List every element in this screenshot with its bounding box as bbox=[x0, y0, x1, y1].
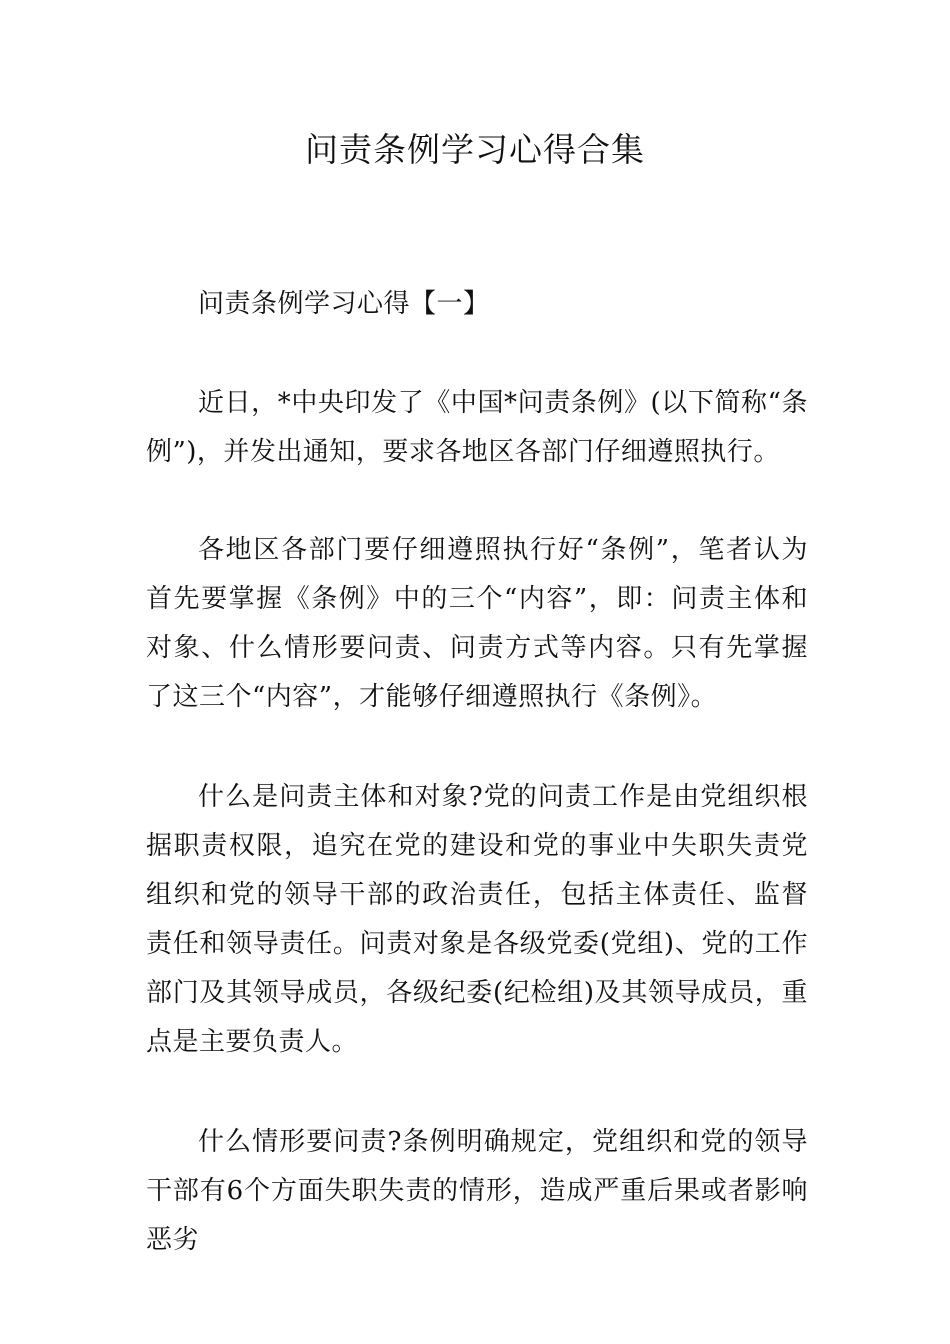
section-heading: 问责条例学习心得【一】 bbox=[198, 289, 490, 319]
document-title: 问责条例学习心得合集 bbox=[305, 130, 645, 169]
document-body bbox=[146, 280, 808, 1265]
paragraph-1: 近日，*中央印发了《中国*问责条例》(以下简称“条例”)，并发出通知，要求各地区各部门仔细遵照执行。 bbox=[146, 388, 808, 467]
paragraph-4: 什么情形要问责?条例明确规定，党组织和党的领导干部有6个方面失职失责的情形，造成严重后果或者影响恶劣 bbox=[146, 1127, 808, 1255]
paragraph-2: 各地区各部门要仔细遵照执行好“条例”，笔者认为首先要掌握《条例》中的三个“内容”，即：问责主体和对象、什么情形要问责、问责方式等内容。只有先掌握了这三个“内容”，才能够仔细遵照执行《条例》。 bbox=[146, 535, 808, 712]
paragraph-3: 什么是问责主体和对象?党的问责工作是由党组织根据职责权限，追究在党的建设和党的事业中失职失责党组织和党的领导干部的政治责任，包括主体责任、监督责任和领导责任。问责对象是各级党委(党组)、党的工作部门及其领导成员，各级纪委(纪检组)及其领导成员，重点是主要负责人。 bbox=[146, 782, 808, 1057]
